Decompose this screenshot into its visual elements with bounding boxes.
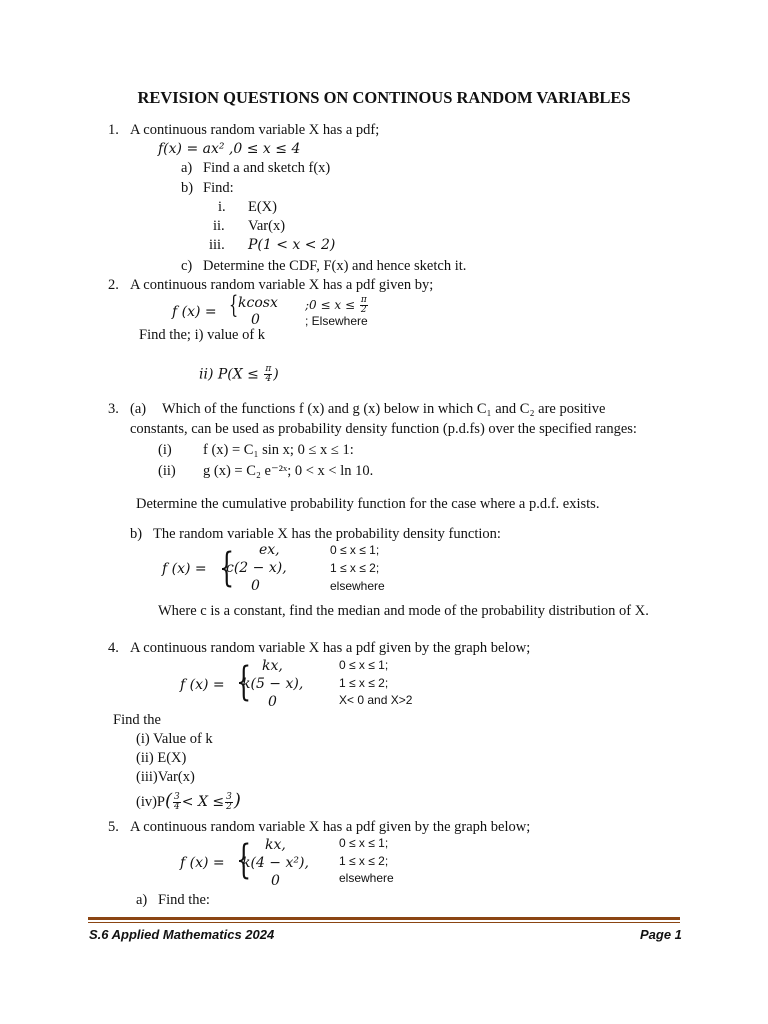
q4-iv bbox=[136, 792, 241, 812]
q1-biii-label: iii. bbox=[209, 237, 225, 253]
q2-pi-over-4 bbox=[264, 365, 272, 384]
q1-c-label: c) bbox=[181, 258, 193, 274]
q1-a-label: a) bbox=[181, 160, 193, 176]
q1-bii-label: ii. bbox=[213, 218, 225, 234]
q4-case1-cond: 0 ≤ x ≤ 1; bbox=[339, 658, 389, 672]
q1-bi-text: E(X) bbox=[248, 199, 277, 215]
q3-i-label: (i) bbox=[158, 442, 172, 458]
q4-case3: 0 bbox=[268, 694, 277, 710]
q2-pi4-den: 4 bbox=[265, 374, 272, 384]
q2-case1-cond-wrap bbox=[305, 296, 369, 315]
q4-find: Find the bbox=[113, 712, 161, 728]
q3-a-text: Which of the functions f (x) and g (x) below in which C₁ and C₂ are positive bbox=[162, 401, 606, 417]
q1-formula: f(x) = ax² ,0 ≤ x ≤ 4 bbox=[158, 141, 301, 157]
q4-iv-d1: 4 bbox=[174, 802, 180, 813]
q5-case3: 0 bbox=[271, 873, 280, 889]
q2-pi4-num: π bbox=[265, 364, 272, 374]
q3-b-label: b) bbox=[130, 526, 143, 542]
footer-rule-thick bbox=[88, 917, 680, 920]
q4-ii: (ii) E(X) bbox=[136, 750, 187, 766]
q2-intro: A continuous random variable X has a pdf given by; bbox=[130, 277, 434, 293]
q4-iv-n2: 3 bbox=[226, 792, 232, 803]
q3-a-text2: constants, can be used as probability density function (p.d.fs) over the specified ranges: bbox=[130, 421, 637, 437]
footer-page-number: Page 1 bbox=[640, 927, 682, 942]
q2-case1-cond: ;0 ≤ x ≤ bbox=[305, 298, 355, 312]
q2-close: ) bbox=[273, 366, 279, 383]
q2-ii-text: ii) P(X ≤ bbox=[199, 366, 259, 383]
q2-two: 2 bbox=[360, 305, 367, 315]
q3-case3: 0 bbox=[251, 578, 260, 594]
q3-case2: c(2 − x), bbox=[226, 560, 287, 576]
q4-brace: { bbox=[236, 659, 252, 705]
q4-iv-lparen: ( bbox=[165, 790, 173, 811]
q4-lhs: f (x) = bbox=[180, 677, 225, 693]
q2-find: Find the; i) value of k bbox=[139, 327, 266, 343]
q4-iv-d2: 2 bbox=[226, 802, 232, 813]
q4-iv-pre: (iv)P bbox=[136, 794, 165, 810]
q4-iv-frac2 bbox=[225, 793, 233, 812]
q3-case1: ex, bbox=[259, 542, 280, 558]
q4-iv-n1: 3 bbox=[174, 792, 180, 803]
q3-determine: Determine the cumulative probability function for the case where a p.d.f. exists. bbox=[136, 496, 600, 512]
q4-iii: (iii)Var(x) bbox=[136, 769, 195, 785]
q4-iv-rparen: ) bbox=[233, 790, 241, 811]
q2-pi: π bbox=[360, 295, 367, 305]
q4-i: (i) Value of k bbox=[136, 731, 213, 747]
q4-iv-mid: < X ≤ bbox=[181, 794, 225, 810]
q4-intro: A continuous random variable X has a pdf given by the graph below; bbox=[130, 640, 531, 656]
q5-case1: kx, bbox=[265, 837, 286, 853]
q3-case2-cond: 1 ≤ x ≤ 2; bbox=[330, 561, 380, 575]
q5-number: 5. bbox=[108, 819, 119, 835]
q3-where: Where c is a constant, find the median and mode of the probability distribution of X. bbox=[158, 603, 649, 619]
q3-case3-cond: elsewhere bbox=[330, 579, 385, 593]
q1-number: 1. bbox=[108, 122, 119, 138]
q5-intro: A continuous random variable X has a pdf given by the graph below; bbox=[130, 819, 531, 835]
q5-brace: { bbox=[236, 837, 252, 883]
q2-lhs: f (x) = bbox=[172, 304, 217, 320]
q1-c-text: Determine the CDF, F(x) and hence sketch it. bbox=[203, 258, 467, 274]
q1-b-label: b) bbox=[181, 180, 194, 196]
q2-case2-cond: ; Elsewhere bbox=[305, 314, 368, 328]
q1-b-text: Find: bbox=[203, 180, 234, 196]
footer-rule-thin bbox=[88, 922, 680, 923]
q2-number: 2. bbox=[108, 277, 119, 293]
q4-number: 4. bbox=[108, 640, 119, 656]
q5-a-text: Find the: bbox=[158, 892, 210, 908]
q1-bi-label: i. bbox=[218, 199, 226, 215]
q3-a-label: (a) bbox=[130, 401, 147, 417]
q3-case1-cond: 0 ≤ x ≤ 1; bbox=[330, 543, 380, 557]
q4-iv-frac1 bbox=[173, 793, 181, 812]
q3-b-text: The random variable X has the probability density function: bbox=[153, 526, 501, 542]
q2-case2: 0 bbox=[251, 312, 260, 328]
q4-case1: kx, bbox=[262, 658, 283, 674]
q5-a-label: a) bbox=[136, 892, 148, 908]
q3-brace: { bbox=[219, 545, 235, 591]
q5-case3-cond: elsewhere bbox=[339, 871, 394, 885]
q4-case2: k(5 − x), bbox=[242, 676, 304, 692]
q4-case2-cond: 1 ≤ x ≤ 2; bbox=[339, 676, 389, 690]
q5-case1-cond: 0 ≤ x ≤ 1; bbox=[339, 836, 389, 850]
q4-case3-cond: X< 0 and X>2 bbox=[339, 693, 413, 707]
q3-lhs: f (x) = bbox=[162, 561, 207, 577]
q5-case2: k(4 − x²), bbox=[242, 855, 309, 871]
q3-number: 3. bbox=[108, 401, 119, 417]
q2-ii bbox=[199, 365, 279, 384]
q2-case1: kcosx bbox=[238, 295, 278, 311]
q1-bii-text: Var(x) bbox=[248, 218, 286, 234]
q5-lhs: f (x) = bbox=[180, 855, 225, 871]
page-title: REVISION QUESTIONS ON CONTINOUS RANDOM VARIABLES bbox=[137, 88, 631, 107]
q2-pi-over-2 bbox=[360, 296, 368, 315]
footer-left: S.6 Applied Mathematics 2024 bbox=[89, 927, 275, 942]
q1-intro: A continuous random variable X has a pdf; bbox=[130, 122, 380, 138]
q2-brace: { bbox=[229, 291, 239, 319]
q5-case2-cond: 1 ≤ x ≤ 2; bbox=[339, 854, 389, 868]
q3-i-text: f (x) = C₁ sin x; 0 ≤ x ≤ 1: bbox=[203, 442, 354, 458]
q3-ii-text: g (x) = C₂ e⁻²ˣ; 0 < x < ln 10. bbox=[203, 463, 374, 479]
q1-a-text: Find a and sketch f(x) bbox=[203, 160, 331, 176]
q1-biii-text: P(1 < x < 2) bbox=[248, 237, 336, 253]
q3-ii-label: (ii) bbox=[158, 463, 176, 479]
